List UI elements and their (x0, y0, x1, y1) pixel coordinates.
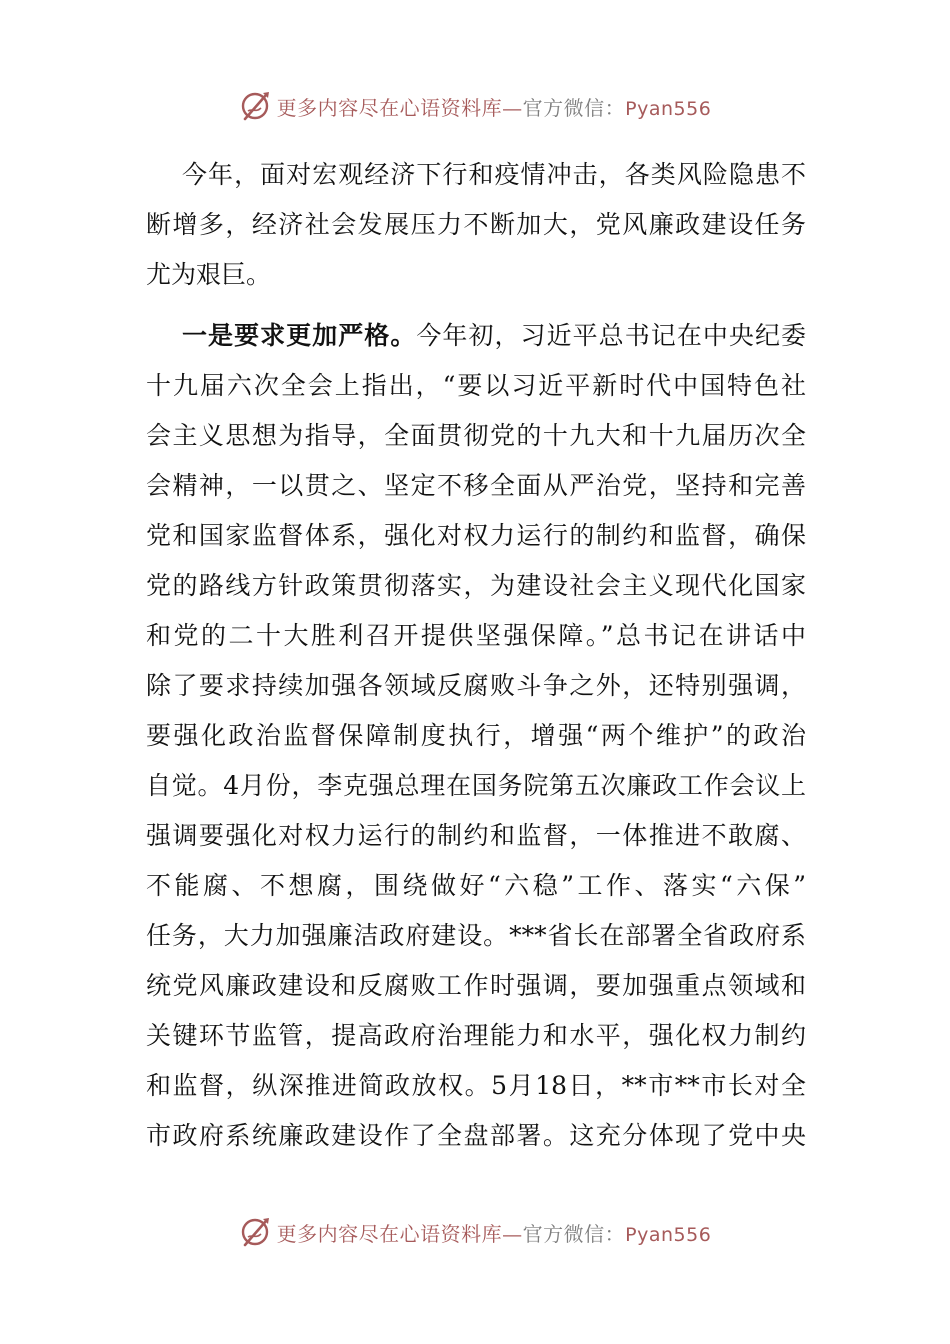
paragraph-2 (146, 311, 806, 1161)
watermark-site-text: 更多内容尽在心语资料库 (276, 1221, 503, 1246)
watermark-account-id: Pyan556 (625, 1223, 712, 1246)
text-line: 今年，面对宏观经济下行和疫情冲击，各类风险隐患不 (182, 160, 806, 189)
text-line: 自觉。4月份，李克强总理在国务院第五次廉政工作会议上 (146, 771, 806, 800)
footer-watermark (0, 1212, 950, 1252)
text-line: 党和国家监督体系，强化对权力运行的制约和监督，确保 (146, 521, 806, 550)
text-line: 会精神，一以贯之、坚定不移全面从严治党，坚持和完善 (146, 471, 806, 500)
document-body (146, 150, 806, 1161)
text-line: 任务，大力加强廉洁政府建设。***省长在部署全省政府系 (146, 921, 806, 950)
text-line: 十九届六次全会上指出，“要以习近平新时代中国特色社 (146, 371, 806, 400)
text-line: 要强化政治监督保障制度执行，增强“两个维护”的政治 (146, 721, 806, 750)
text-line: 和监督，纵深推进简政放权。5月18日，**市**市长对全 (146, 1071, 806, 1100)
pen-circle-logo-icon (239, 1215, 273, 1249)
pen-circle-logo-icon (239, 89, 273, 123)
paragraph-1 (146, 150, 806, 300)
watermark-account-id: Pyan556 (625, 97, 712, 120)
watermark-site-text: 更多内容尽在心语资料库 (276, 95, 503, 120)
text-line: 统党风廉政建设和反腐败工作时强调，要加强重点领域和 (146, 971, 806, 1000)
watermark-account-label: 官方微信： (522, 1221, 626, 1246)
paragraph-heading: 一是要求更加严格。 (182, 321, 417, 350)
text-line: 不能腐、不想腐，围绕做好“六稳”工作、落实“六保” (146, 871, 806, 900)
text-line: 除了要求持续加强各领域反腐败斗争之外，还特别强调， (146, 671, 806, 700)
text-line: 断增多，经济社会发展压力不断加大，党风廉政建设任务 (146, 210, 806, 239)
text-line: 和党的二十大胜利召开提供坚强保障。”总书记在讲话中 (146, 621, 806, 650)
header-watermark (0, 86, 950, 126)
text-line: 关键环节监管，提高政府治理能力和水平，强化权力制约 (146, 1021, 806, 1050)
text-line (146, 311, 806, 361)
watermark-account-label: 官方微信： (522, 95, 626, 120)
text-line: 党的路线方针政策贯彻落实，为建设社会主义现代化国家 (146, 571, 806, 600)
text-line: 尤为艰巨。 (146, 260, 272, 289)
text-line: 市政府系统廉政建设作了全盘部署。这充分体现了党中央 (146, 1121, 806, 1150)
text-line: 强调要强化对权力运行的制约和监督，一体推进不敢腐、 (146, 821, 806, 850)
watermark-separator: — (502, 1221, 523, 1246)
paragraph-text: 今年初，习近平总书记在中央纪委 (416, 321, 806, 350)
text-line: 会主义思想为指导，全面贯彻党的十九大和十九届历次全 (146, 421, 806, 450)
watermark-separator: — (502, 95, 523, 120)
